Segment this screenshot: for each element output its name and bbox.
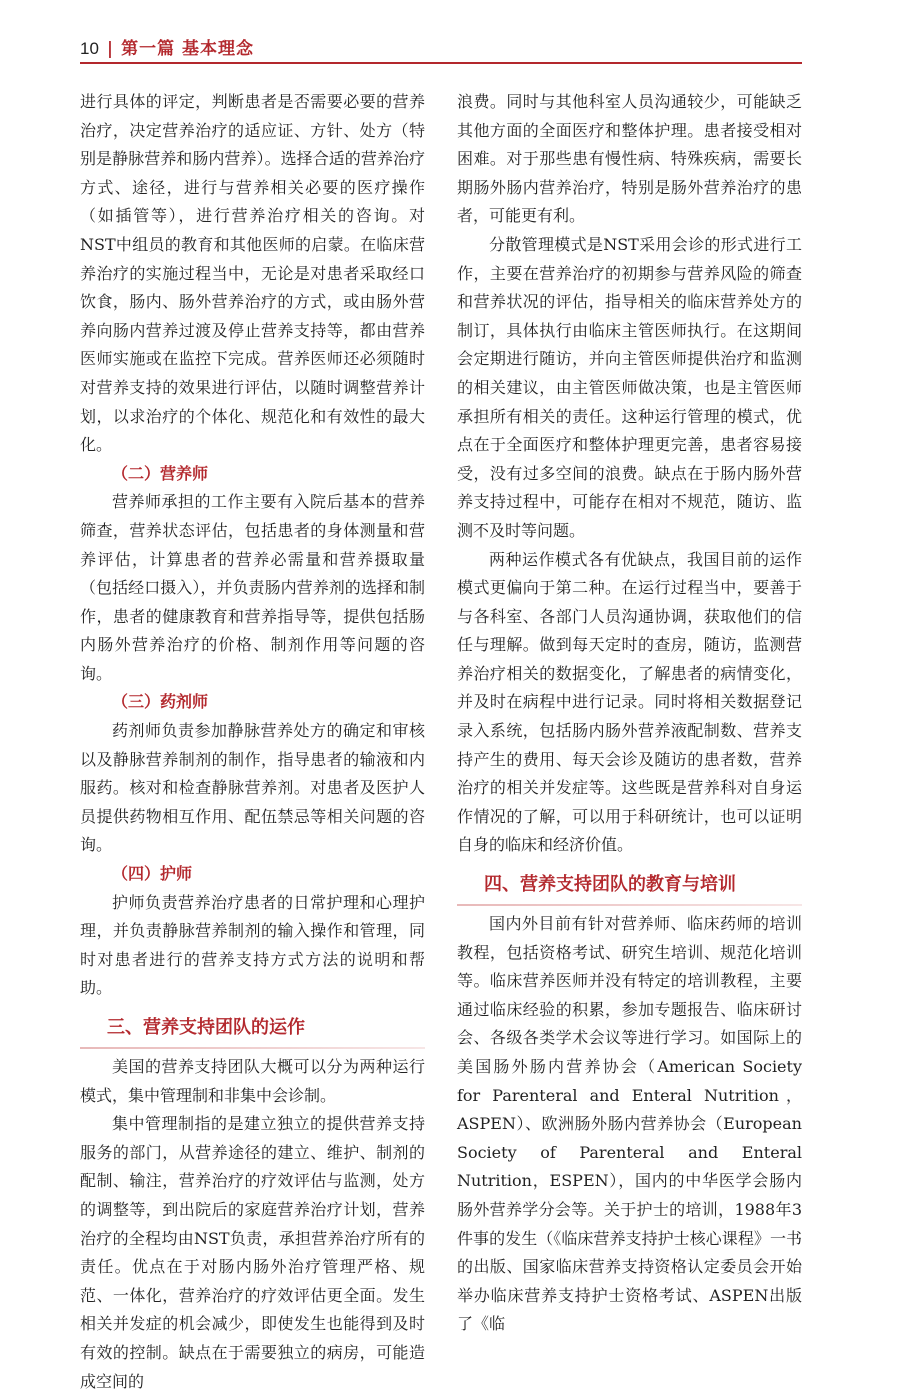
heading-nurse: （四）护师 [112, 864, 193, 884]
paragraph-centralized-continued: 浪费。同时与其他科室人员沟通较少，可能缺乏其他方面的全面医疗和整体护理。患者接受相对困难。对于那些患有慢性病、特殊疾病，需要长期肠外肠内营养治疗，特别是肠外营养治疗的患者，可能更有利。 [457, 92, 802, 226]
paragraph-nutrition-physician-continued: 进行具体的评定，判断患者是否需要必要的营养治疗，决定营养治疗的适应证、方针、处方（特别是静脉营养和肠内营养）。选择合适的营养治疗方式、途径，进行与营养相关必要的医疗操作（如插管等），进行营养治疗相关的咨询。对NST中组员的教育和其他医师的启蒙。在临床营养治疗的实施过程当中，无论是对患者采取经口饮食，肠内、肠外营养治疗的方式，或由肠外营养向肠内营养过渡及停止营养支持等，都由营养医师实施或在监控下完成。营养医师还必须随时对营养支持的效果进行评估，以随时调整营养计划，以求治疗的个体化、规范化和有效性的最大化。 [80, 92, 425, 455]
paragraph-china-model: 两种运作模式各有优缺点，我国目前的运作模式更偏向于第二种。在运行过程当中，要善于与各科室、各部门人员沟通协调，获取他们的信任与理解。做到每天定时的查房，随访，监测营养治疗相关的数据变化，了解患者的病情变化，并及时在病程中进行记录。同时将相关数据登记录入系统，包括肠内肠外营养液配制数、营养支持产生的费用、每天会诊及随访的患者数，营养治疗的相关并发症等。这些既是营养科对自身运作情况的了解，可以用于科研统计，也可以证明自身的临床和经济价值。 [457, 549, 802, 855]
section-heading-training: 四、营养支持团队的教育与培训 [457, 870, 802, 900]
paragraph-operation-models: 美国的营养支持团队大概可以分为两种运行模式，集中管理制和非集中会诊制。 [80, 1057, 425, 1105]
heading-dietitian: （二）营养师 [112, 463, 209, 483]
paragraph-nurse: 护师负责营养治疗患者的日常护理和心理护理，并负责静脉营养制剂的输入操作和管理，同时对患者进行的营养支持方式方法的说明和帮助。 [80, 892, 425, 998]
part-title: 第一篇 基本理念 [121, 39, 255, 59]
right-column [457, 88, 802, 1339]
page-number: 10 [80, 39, 99, 58]
header-separator: | [106, 39, 114, 59]
paragraph-decentralized: 分散管理模式是NST采用会诊的形式进行工作，主要在营养治疗的初期参与营养风险的筛查和营养状况的评估，指导相关的临床营养处方的制订，具体执行由临床主管医师执行。在这期间会定期进行随访，并向主管医师提供治疗和监测的相关建议，由主管医师做决策，也是主管医师承担所有相关的责任。这种运行管理的模式，优点在于全面医疗和整体护理更完善，患者容易接受，没有过多空间的浪费。缺点在于肠内肠外营养支持过程中，可能存在相对不规范，随访、监测不及时等问题。 [457, 234, 802, 540]
running-header [80, 34, 802, 60]
left-column [80, 88, 425, 1396]
paragraph-centralized: 集中管理制指的是建立独立的提供营养支持服务的部门，从营养途径的建立、维护、制剂的配制、输注，营养治疗的疗效评估与监测，处方的调整等，到出院后的家庭营养治疗计划，营养治疗的全程均由NST负责，承担营养治疗所有的责任。优点在于对肠内肠外治疗管理严格、规范、一体化，营养治疗的疗效评估更全面。发生相关并发症的机会减少，即使发生也能得到及时有效的控制。缺点在于需要独立的病房，可能造成空间的 [80, 1114, 425, 1391]
heading-pharmacist: （三）药剂师 [112, 692, 209, 712]
header-rule [80, 62, 802, 64]
paragraph-dietitian: 营养师承担的工作主要有入院后基本的营养筛查，营养状态评估，包括患者的身体测量和营养评估，计算患者的营养必需量和营养摄取量（包括经口摄入），并负责肠内营养剂的选择和制作，患者的健康教育和营养指导等，提供包括肠内肠外营养治疗的价格、制剂作用等问题的咨询。 [80, 492, 425, 683]
section-heading-operation: 三、营养支持团队的运作 [80, 1013, 425, 1043]
paragraph-pharmacist: 药剂师负责参加静脉营养处方的确定和审核以及静脉营养制剂的制作，指导患者的输液和内服药。核对和检查静脉营养剂。对患者及医护人员提供药物相互作用、配伍禁忌等相关问题的咨询。 [80, 721, 425, 855]
paragraph-training: 国内外目前有针对营养师、临床药师的培训教程，包括资格考试、研究生培训、规范化培训等。临床营养医师并没有特定的培训教程，主要通过临床经验的积累，参加专题报告、临床研讨会、各级各类学术会议等进行学习。如国际上的美国肠外肠内营养协会（American Society for Parenteral and Enteral Nutrition，ASPEN）、欧洲肠外肠内营养协会（European Society of Parenteral and Enteral Nutrition，ESPEN），国内的中华医学会肠内肠外营养学分会等。关于护士的培训，1988年3件事的发生（《临床营养支持护士核心课程》一书的出版、国家临床营养支持资格认定委员会开始举办临床营养支持护士资格考试、ASPEN出版了《临 [457, 914, 802, 1334]
